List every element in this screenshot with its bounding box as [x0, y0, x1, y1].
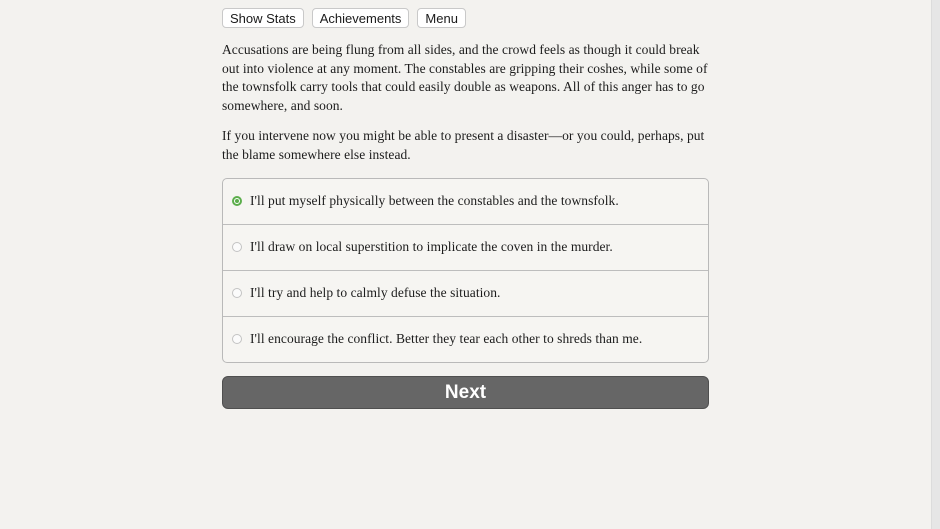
scrollbar-track[interactable] — [931, 0, 940, 529]
next-button[interactable]: Next — [222, 376, 709, 409]
choice-option-4[interactable] — [223, 316, 708, 362]
radio-selected-icon[interactable] — [232, 196, 242, 206]
choice-option-3[interactable] — [223, 270, 708, 316]
choice-label: I'll encourage the conflict. Better they tear each other to shreds than me. — [250, 331, 643, 347]
choice-label: I'll try and help to calmly defuse the situation. — [250, 285, 501, 301]
toolbar — [222, 8, 709, 29]
story-paragraph-2: If you intervene now you might be able to present a disaster—or you could, perhaps, put the blame somewhere else instead. — [222, 128, 705, 162]
radio-unselected-icon[interactable] — [232, 242, 242, 252]
choice-list — [222, 178, 709, 363]
choice-option-2[interactable] — [223, 224, 708, 270]
story-paragraph-1: Accusations are being flung from all sides, and the crowd feels as though it could break out into violence at any moment. The constables are gripping their coshes, while some of the townsfolk carry tools that could easily double as weapons. All of this anger has to go somewhere, and soon. — [222, 42, 708, 113]
choice-label: I'll draw on local superstition to implicate the coven in the murder. — [250, 239, 613, 255]
choice-option-1[interactable] — [223, 179, 708, 224]
menu-button[interactable]: Menu — [417, 8, 466, 28]
show-stats-button[interactable]: Show Stats — [222, 8, 304, 28]
radio-unselected-icon[interactable] — [232, 288, 242, 298]
main-content — [222, 8, 709, 409]
radio-unselected-icon[interactable] — [232, 334, 242, 344]
achievements-button[interactable]: Achievements — [312, 8, 410, 28]
choice-label: I'll put myself physically between the constables and the townsfolk. — [250, 193, 619, 209]
